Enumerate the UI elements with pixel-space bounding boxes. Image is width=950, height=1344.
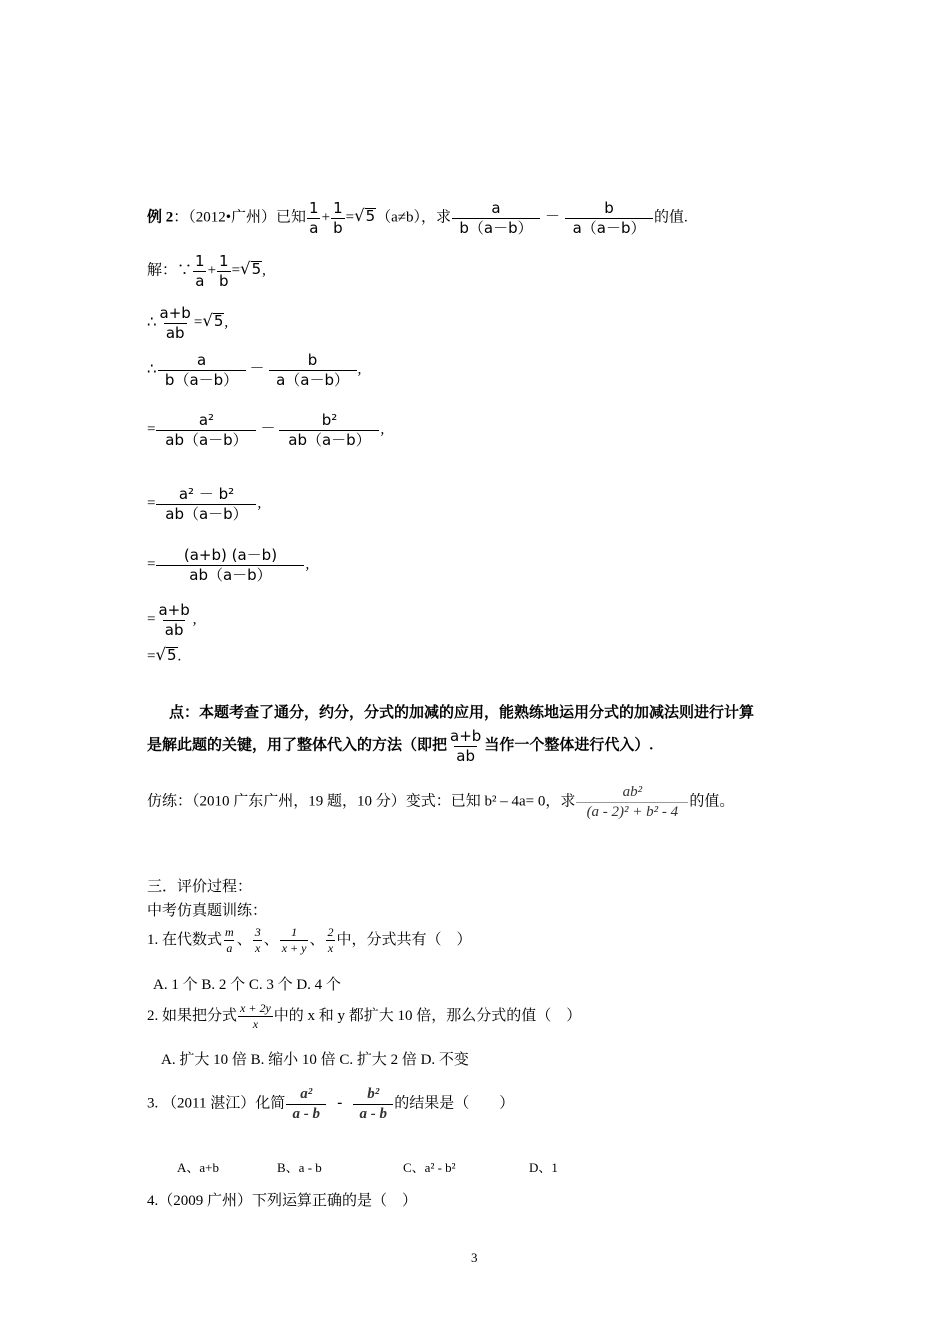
question-1: 1. 在代数式 $\frac{m}{a}$ 、 $\frac{3}{x}$ 、 $\frac{1}{x + y}$ 、 $\frac{2}{x}$ 中，分式共有（ ） <box>147 925 472 956</box>
solution-line-3: ∴ $\frac{a}{b(a-b)}$ － $\frac{b}{a(a-b)}$ , <box>147 351 362 389</box>
sqrt: √ 5 <box>202 311 224 331</box>
comment-line-1: 点：本题考查了通分，约分，分式的加减的应用，能熟练地运用分式的加减法则进行计算 <box>169 705 755 721</box>
sqrt: √ 5 <box>240 259 262 279</box>
fraction: $\frac{a}{b(a-b)}$ <box>452 200 540 236</box>
solution-line-2: ∴ $\frac{a+b}{ab}$ = √ 5 , <box>147 304 229 342</box>
fraction: $\frac{b}{a(a-b)}$ <box>269 352 357 388</box>
section-subtitle: 中考仿真题训练： <box>147 903 268 919</box>
fraction: $\frac{1}{x + y}$ <box>281 925 307 956</box>
section-title: 三．评价过程： <box>147 879 253 895</box>
solution-line-4: = $\frac{\text{a²}}{ab(a-b)}$ － $\frac{\text{b²}}{ab(a-b)}$ , <box>147 411 385 449</box>
question-4: 4.（2009 广州）下列运算正确的是（ ） <box>147 1193 418 1209</box>
fraction: $\frac{b}{a(a-b)}$ <box>565 200 653 236</box>
fraction: $\frac{a+b}{ab}$ <box>450 727 482 765</box>
question-3-option-c: C、a² - b² <box>403 1160 456 1175</box>
fraction: $\frac{1}{b}$ <box>333 199 343 237</box>
question-3-option-a: A、a+b <box>177 1160 219 1175</box>
question-3-option-b: B、a - b <box>277 1160 322 1175</box>
fraction: $\frac{x + 2y}{x}$ <box>240 1001 271 1032</box>
comment-line-2: 是解此题的关键，用了整体代入的方法（即把 $\frac{a+b}{ab}$ 当作一个整体进行代入）. <box>147 727 654 765</box>
fraction: $\frac{1}{a}$ <box>309 199 319 237</box>
question-3: 3. （2011 湛江）化简 $\frac{\text{a²}}{a - b}$ - $\frac{\text{b²}}{a - b}$ 的结果是（ ） <box>147 1086 515 1122</box>
example-label: 例 2 <box>147 209 174 226</box>
solution-line-8: = √ 5 . <box>147 645 182 665</box>
fraction: $\frac{2}{x}$ <box>327 925 334 956</box>
solution-line-7: = $\frac{a+b}{ab}$ , <box>147 601 197 639</box>
practice-line: 仿练：（2010 广东广州，19 题，10 分）变式：已知 b² – 4a= 0，求 $\frac{\text{ab²}}{\text{(a - 2)² + b² - 4}}$ 的值。 <box>147 784 735 820</box>
fraction: $\frac{\text{b²}}{a - b}$ <box>353 1086 393 1122</box>
sqrt: √ 5 <box>155 645 177 665</box>
fraction: $\frac{\text{b²}}{ab(a-b)}$ <box>279 412 379 448</box>
fraction: $\frac{3}{x}$ <box>254 925 261 956</box>
example-source: （2012•广州）已知 <box>188 209 307 226</box>
fraction: $\frac{\text{ab²}}{\text{(a - 2)² + b² - 4}}$ <box>576 784 688 820</box>
fraction: $\frac{\text{a² － b²}}{ab(a-b)}$ <box>156 486 256 522</box>
example-line: 例 2：（2012•广州）已知 $\frac{1}{a}$ + $\frac{1}{b}$ = √ 5 （a≠b），求 $\frac{a}{b(a-b)}$ － $\frac{b}{a(a-b)}$ 的值. <box>147 199 688 237</box>
fraction: $\frac{m}{a}$ <box>225 925 234 956</box>
solution-line-6: = $\frac{(a+b) (a-b)}{ab(a-b)}$ , <box>147 546 310 584</box>
solution-line-5: = $\frac{\text{a² － b²}}{ab(a-b)}$ , <box>147 485 262 523</box>
question-2: 2. 如果把分式 $\frac{x + 2y}{x}$ 中的 x 和 y 都扩大 10 倍，那么分式的值（ ） <box>147 1001 582 1032</box>
fraction: $\frac{a}{b(a-b)}$ <box>158 352 246 388</box>
fraction: $\frac{\text{a²}}{a - b}$ <box>286 1086 326 1122</box>
solution-line-1: 解：∵ $\frac{1}{a}$ + $\frac{1}{b}$ = √ 5 , <box>147 252 266 290</box>
question-1-options: A. 1 个 B. 2 个 C. 3 个 D. 4 个 <box>153 977 341 993</box>
sqrt: √ 5 <box>354 206 376 226</box>
question-2-options: A. 扩大 10 倍 B. 缩小 10 倍 C. 扩大 2 倍 D. 不变 <box>161 1052 469 1068</box>
fraction: $\frac{1}{a}$ <box>195 252 205 290</box>
fraction: $\frac{\text{a²}}{ab(a-b)}$ <box>156 412 256 448</box>
fraction: $\frac{1}{b}$ <box>219 252 229 290</box>
fraction: $\frac{(a+b) (a-b)}{ab(a-b)}$ <box>156 547 304 583</box>
question-3-option-d: D、1 <box>529 1160 558 1175</box>
page-number: 3 <box>471 1250 478 1265</box>
fraction: $\frac{a+b}{ab}$ <box>159 304 191 342</box>
fraction: $\frac{a+b}{ab}$ <box>158 601 190 639</box>
